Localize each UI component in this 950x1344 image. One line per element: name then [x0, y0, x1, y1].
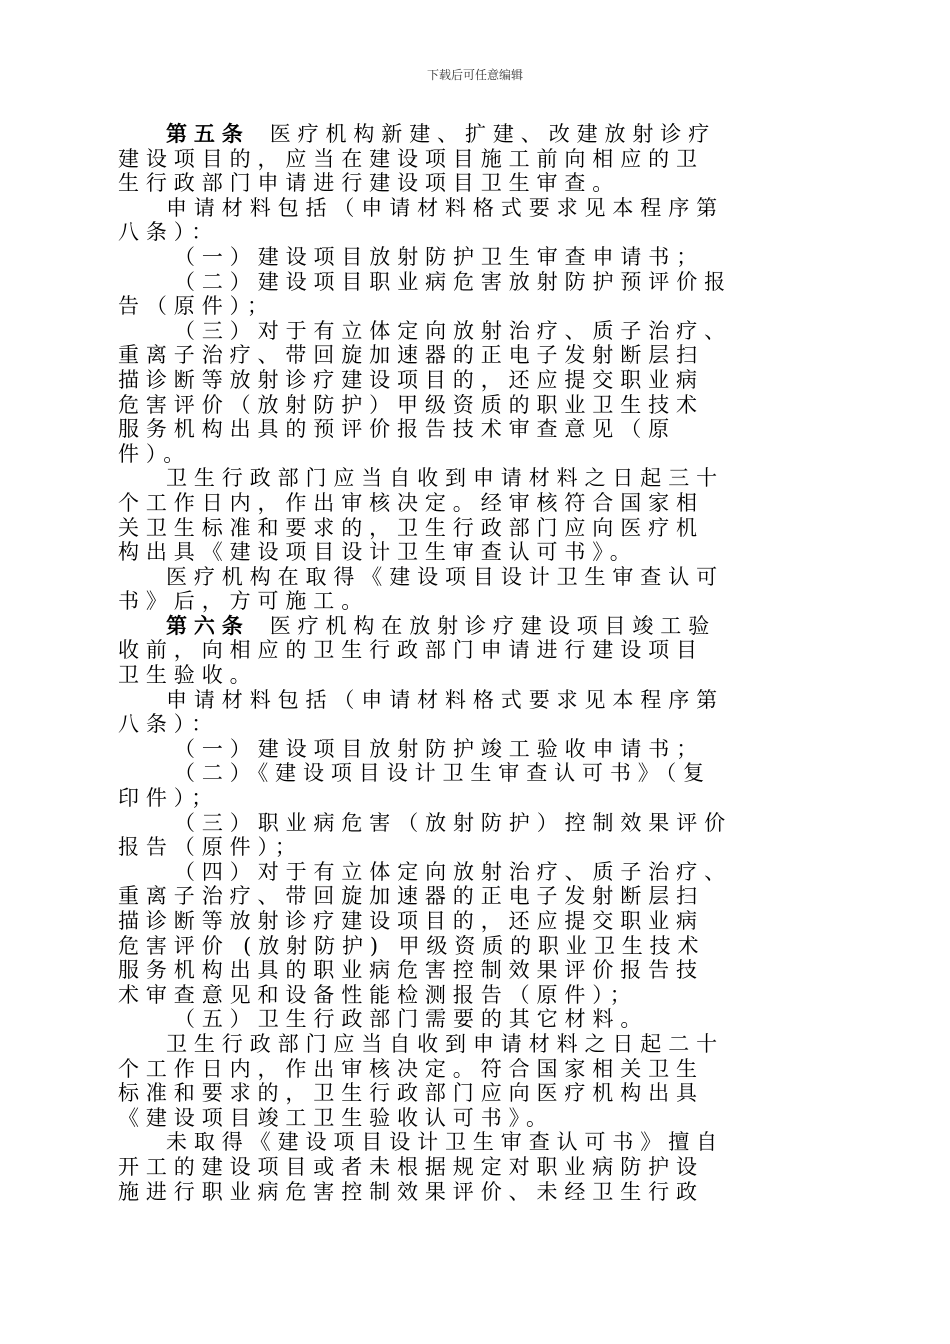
text-line — [118, 983, 838, 1008]
line-text: 卫生行政部门应当自收到申请材料之日起三十 — [166, 466, 724, 491]
line-text: 描诊断等放射诊疗建设项目的，还应提交职业病 — [118, 909, 704, 933]
line-text: （三）对于有立体定向放射治疗、质子治疗、 — [174, 318, 732, 343]
article-number: 第五条 — [166, 121, 250, 146]
line-text: 申请材料包括（申请材料格式要求见本程序第 — [166, 687, 724, 712]
text-line — [118, 638, 838, 663]
line-text: （五）卫生行政部门需要的其它材料。 — [174, 1007, 649, 1032]
line-text: 构出具《建设项目设计卫生审查认可书》。 — [118, 540, 638, 565]
line-text: （二）《建设项目设计卫生审查认可书》（复 — [174, 761, 711, 786]
text-line — [118, 884, 838, 909]
line-text: 医疗机构新建、扩建、改建放射诊疗 — [269, 122, 717, 146]
line-text: （三）职业病危害（放射防护）控制效果评价 — [174, 810, 732, 835]
text-line — [118, 319, 838, 344]
line-text: 卫生行政部门应当自收到申请材料之日起二十 — [166, 1031, 724, 1056]
line-text: 收前，向相应的卫生行政部门申请进行建设项目 — [118, 638, 704, 663]
text-line — [118, 393, 838, 418]
line-text: 开工的建设项目或者未根据规定对职业病防护设 — [118, 1154, 704, 1179]
text-line — [118, 688, 838, 713]
line-text: 《建设项目竣工卫生验收认可书》。 — [118, 1105, 554, 1130]
text-line — [118, 1057, 838, 1082]
line-text: 申请材料包括（申请材料格式要求见本程序第 — [166, 195, 724, 220]
line-text: 危害评价 (放射防护) 甲级资质的职业卫生技术 — [118, 933, 706, 958]
line-text: 告（原件）； — [118, 294, 275, 319]
text-line — [118, 958, 838, 983]
line-text: 医疗机构在放射诊疗建设项目竣工验 — [269, 613, 717, 638]
text-line — [118, 442, 838, 467]
line-text: 关卫生标准和要求的，卫生行政部门应向医疗机 — [118, 515, 704, 540]
line-text: （一）建设项目放射防护卫生审查申请书； — [174, 244, 705, 269]
text-line — [118, 712, 838, 737]
line-text: 件）。 — [118, 441, 192, 466]
text-line — [118, 811, 838, 836]
text-line — [118, 1130, 838, 1155]
text-line — [118, 786, 838, 811]
text-line — [118, 1106, 838, 1131]
text-line — [118, 516, 838, 541]
line-text: 标准和要求的，卫生行政部门应向医疗机构出具 — [118, 1081, 704, 1106]
text-line — [118, 245, 838, 270]
line-text: 医疗机构在取得《建设项目设计卫生审查认可 — [166, 564, 724, 589]
line-text: 八条）： — [118, 712, 220, 737]
text-line — [118, 466, 838, 491]
text-line — [118, 1007, 838, 1032]
text-line — [118, 1180, 838, 1205]
document-body — [118, 122, 838, 1204]
text-line — [118, 565, 838, 590]
text-line — [118, 1032, 838, 1057]
text-line — [118, 1081, 838, 1106]
text-line — [118, 147, 838, 172]
text-line — [118, 860, 838, 885]
text-line — [118, 294, 838, 319]
text-line — [118, 1155, 838, 1180]
text-line — [118, 663, 838, 688]
line-text: 施进行职业病危害控制效果评价、未经卫生行政 — [118, 1179, 704, 1204]
text-line — [118, 909, 838, 934]
line-text: （一）建设项目放射防护竣工验收申请书； — [174, 736, 705, 761]
line-text: （四）对于有立体定向放射治疗、质子治疗、 — [174, 859, 732, 884]
line-text: 八条）： — [118, 220, 220, 245]
text-line — [118, 491, 838, 516]
text-line — [118, 368, 838, 393]
line-text: 描诊断等放射诊疗建设项目的，还应提交职业病 — [118, 367, 704, 392]
text-line — [118, 122, 838, 147]
line-text: 未取得《建设项目设计卫生审查认可书》擅自 — [166, 1130, 724, 1155]
line-text: 重离子治疗、带回旋加速器的正电子发射断层扫 — [118, 343, 704, 368]
line-text: 书》后，方可施工。 — [118, 589, 370, 614]
article-number: 第六条 — [166, 612, 250, 638]
text-line — [118, 589, 838, 614]
text-line — [118, 270, 838, 295]
line-text: 个工作日内，作出审核决定。符合国家相关卫生 — [118, 1056, 704, 1081]
text-line — [118, 343, 838, 368]
text-line — [118, 761, 838, 786]
text-line — [118, 737, 838, 762]
text-line — [118, 934, 838, 959]
line-text: 个工作日内，作出审核决定。经审核符合国家相 — [118, 490, 704, 515]
line-text: 生行政部门申请进行建设项目卫生审查。 — [118, 171, 621, 196]
text-line — [118, 417, 838, 442]
text-line — [118, 171, 838, 196]
text-line — [118, 835, 838, 860]
line-text: 报告（原件）； — [118, 835, 303, 860]
text-line — [118, 614, 838, 639]
line-text: 危害评价（放射防护）甲级资质的职业卫生技术 — [118, 392, 704, 417]
line-text: 建设项目的，应当在建设项目施工前向相应的卫 — [118, 146, 704, 171]
text-line — [118, 196, 838, 221]
line-text: 卫生验收。 — [118, 663, 258, 688]
line-text: 印件）； — [118, 786, 220, 811]
line-text: 服务机构出具的预评价报告技术审查意见（原 — [118, 417, 676, 442]
page-header: 下载后可任意编辑 — [426, 68, 523, 82]
line-text: 服务机构出具的职业病危害控制效果评价报告技 — [118, 958, 704, 983]
text-line — [118, 220, 838, 245]
text-line — [118, 540, 838, 565]
line-text: 重离子治疗、带回旋加速器的正电子发射断层扫 — [118, 884, 704, 909]
line-text: 术审查意见和设备性能检测报告（原件）； — [118, 982, 638, 1007]
line-text: （二）建设项目职业病危害放射防护预评价报 — [174, 269, 732, 294]
